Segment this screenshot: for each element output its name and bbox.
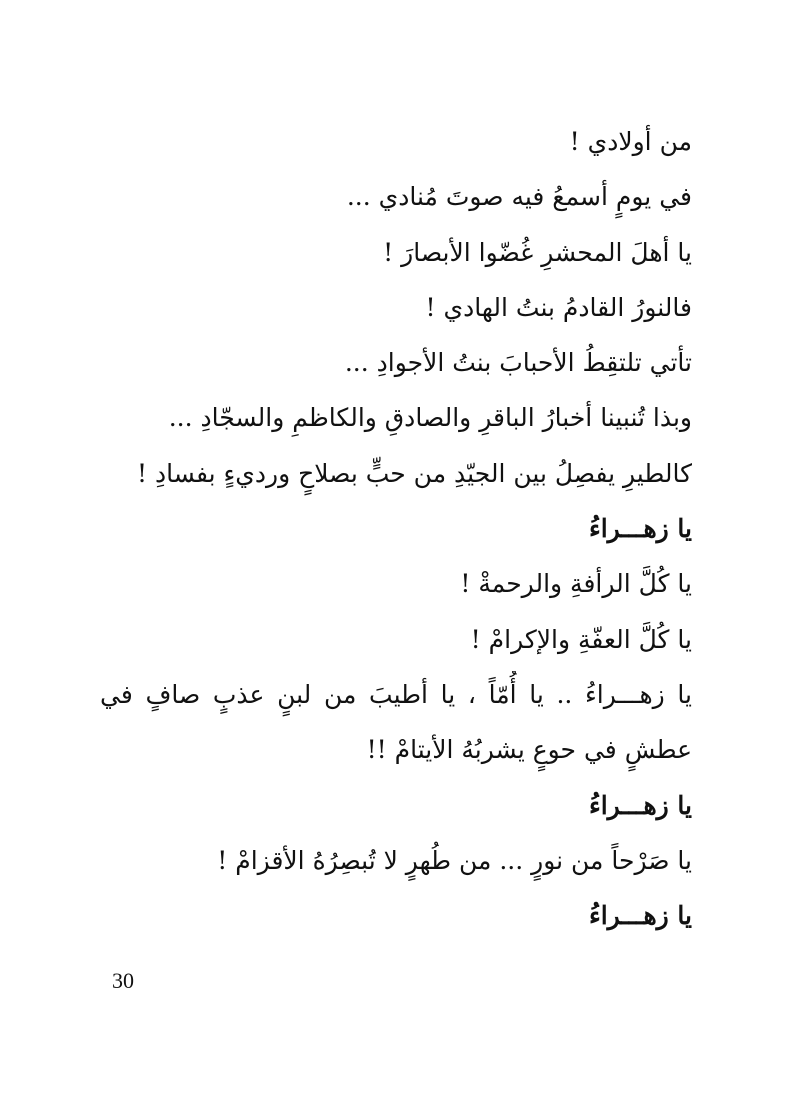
- poem-line: يا أهلَ المحشرِ غُضّوا الأبصارَ !: [383, 237, 692, 267]
- poem-line: من أولادي !: [569, 127, 692, 156]
- poem-line: كالطيرِ يفصِلُ بين الجيّدِ من حبٍّ بصلاحٍ ورديءٍ بفسادِ !: [136, 458, 692, 488]
- poem-line: وبذا تُنبينا أخبارُ الباقرِ والصادقِ والكاظمِ والسجّادِ ...: [168, 403, 692, 433]
- poem-line: فالنورُ القادمُ بنتُ الهادي !: [425, 292, 692, 322]
- poem-line: يا زهـــراءُ .. يا أُمّاً ، يا أطيبَ من لبنٍ عذبٍ صافٍ في: [100, 679, 692, 709]
- poem-line: في يومٍ أسمعُ فيه صوتَ مُنادي ...: [346, 182, 692, 212]
- poem-refrain: يا زهـــراءُ: [588, 901, 692, 931]
- poem-refrain: يا زهـــراءُ: [588, 790, 692, 820]
- poem-line: عطشٍ في حوعٍ يشربُهُ الأيتامْ !!: [366, 735, 692, 765]
- poem-line: يا كُلَّ الرأفةِ والرحمةْ !: [460, 569, 692, 599]
- poem-body: [100, 118, 692, 947]
- poem-line: يا صَرْحاً من نورٍ ... من طُهرٍ لا تُبصِرُهُ الأقزامْ !: [217, 845, 692, 875]
- poem-refrain: يا زهـــراءُ: [588, 514, 692, 544]
- poem-line: تأتي تلتقِطُ الأحبابَ بنتُ الأجوادِ ...: [344, 348, 692, 378]
- page-number: 30: [112, 968, 134, 993]
- poem-line: يا كُلَّ العفّةِ والإكرامْ !: [470, 624, 692, 654]
